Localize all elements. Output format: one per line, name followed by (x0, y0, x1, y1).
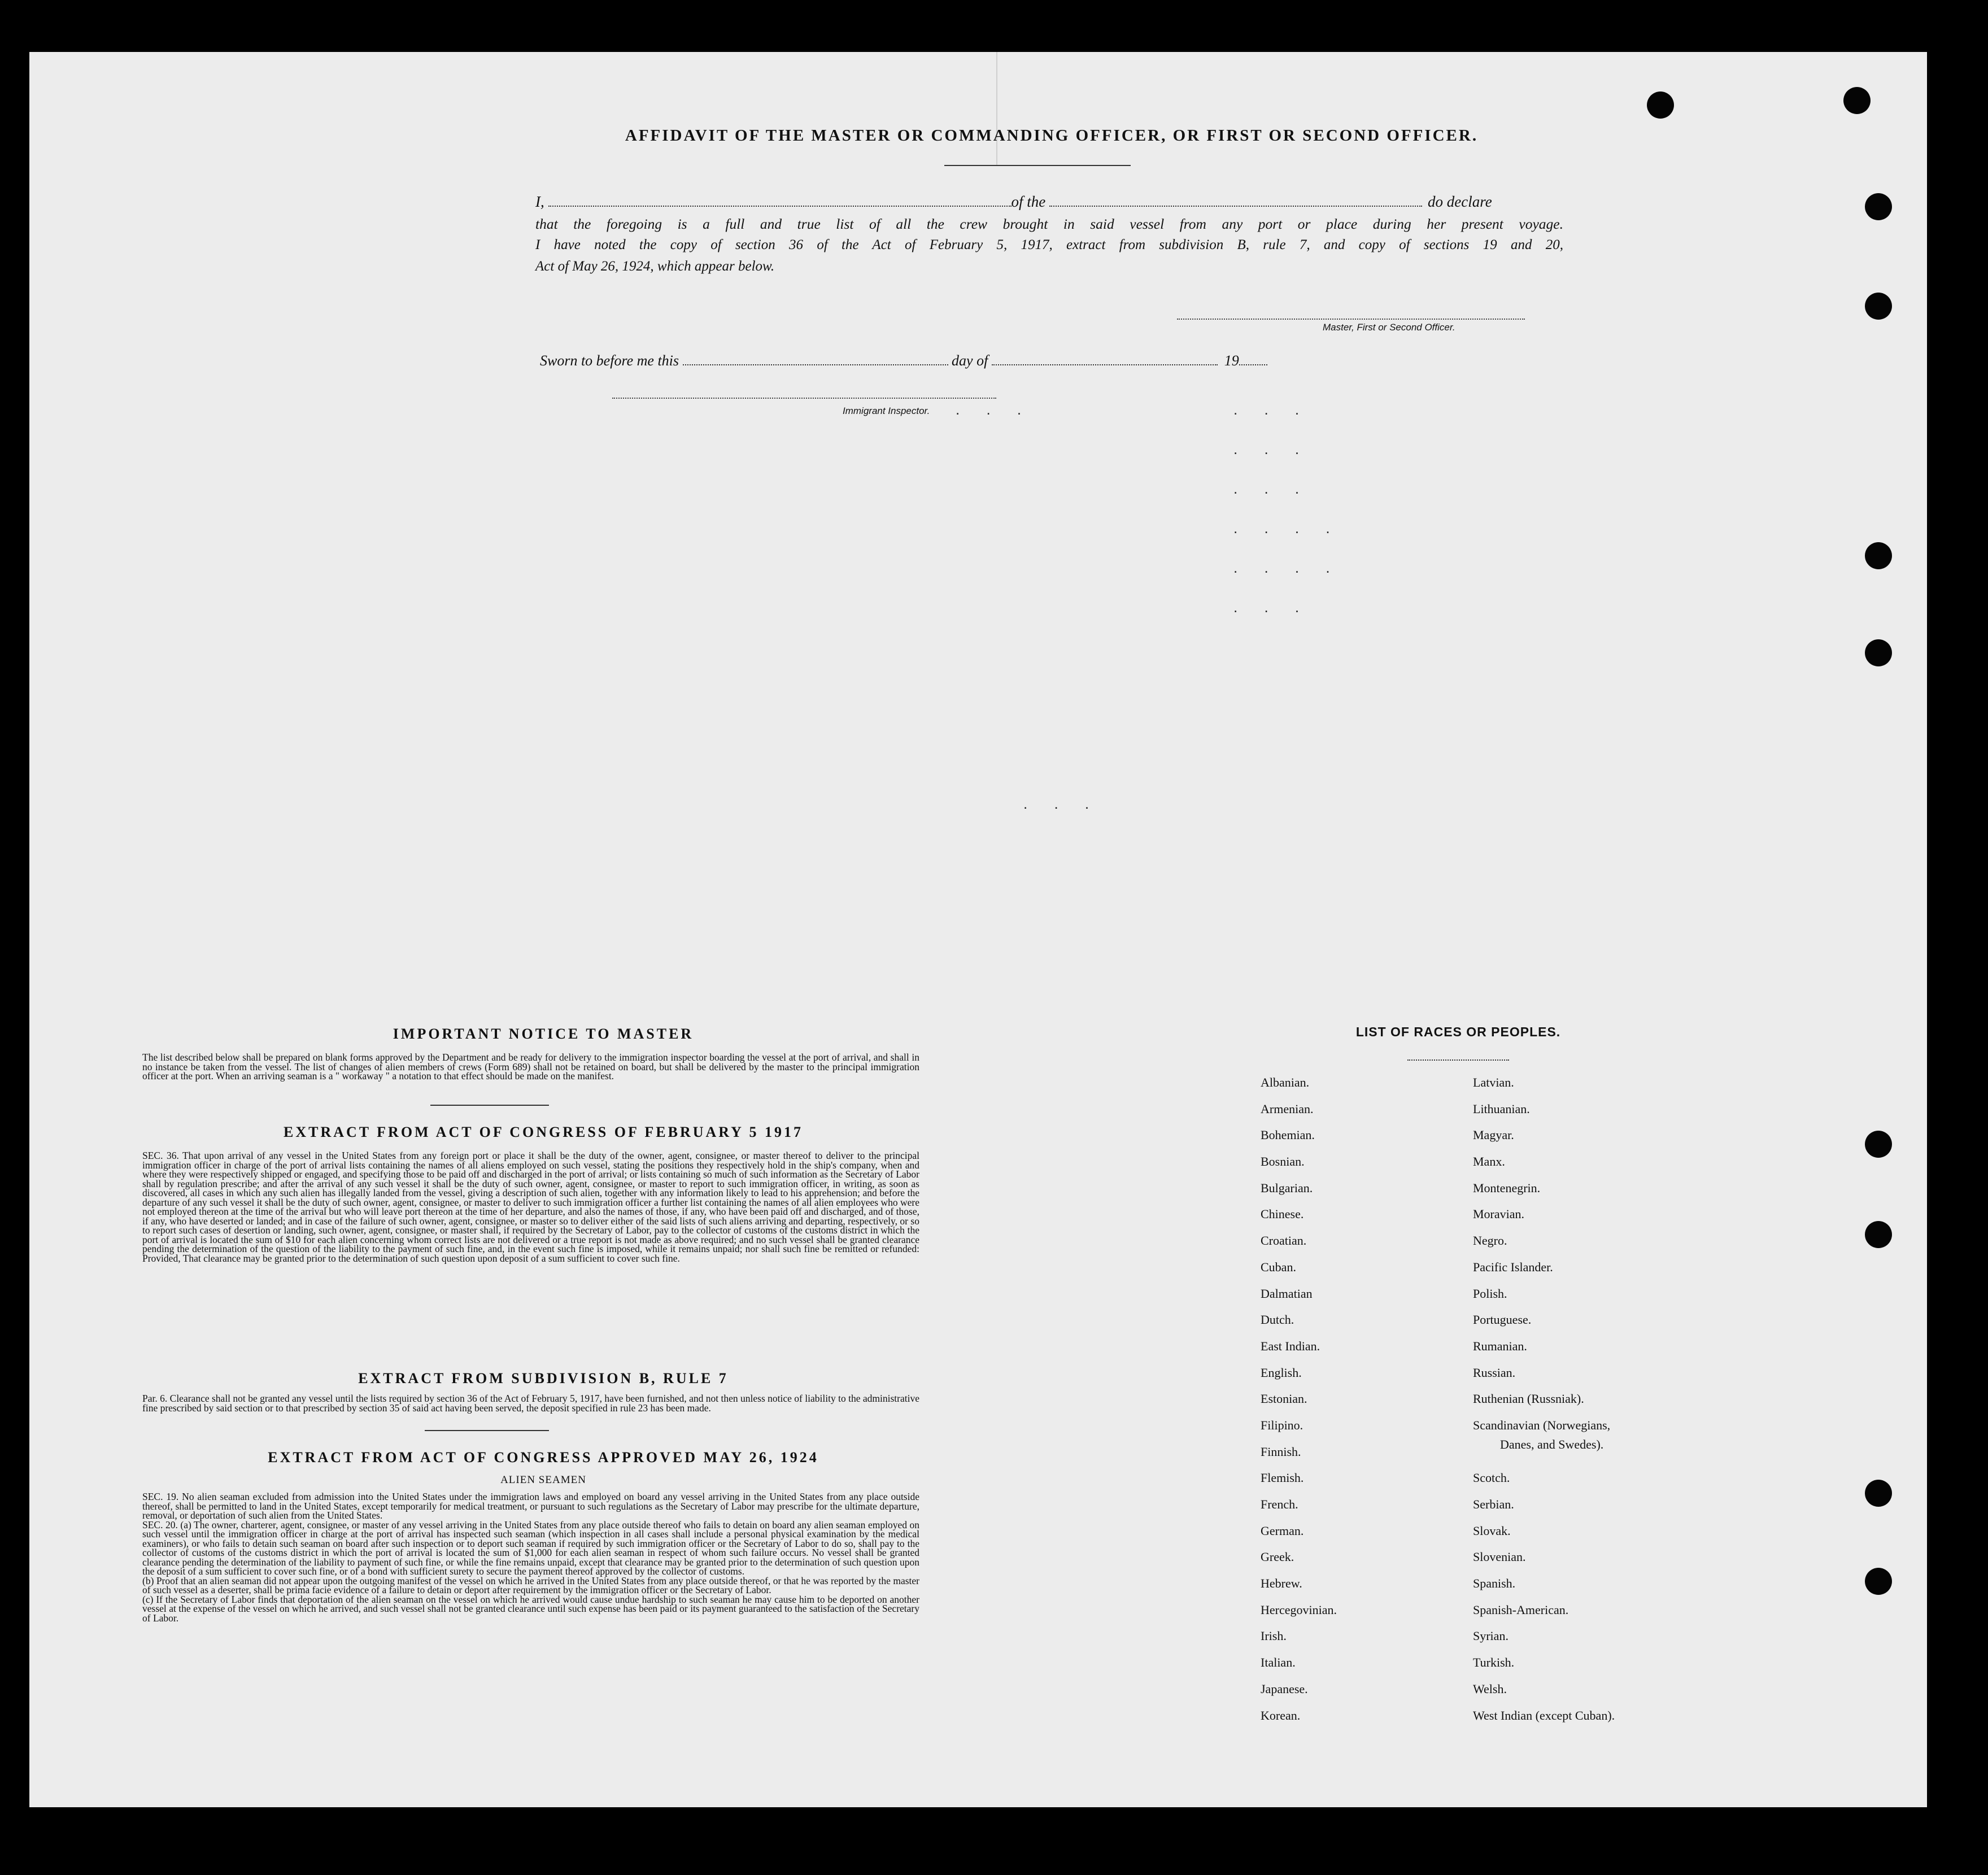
month-field[interactable] (992, 364, 1218, 365)
race-item: Dutch. (1261, 1312, 1294, 1327)
day-field[interactable] (683, 364, 948, 365)
race-item: Welsh. (1473, 1681, 1507, 1696)
race-item: English. (1261, 1365, 1302, 1380)
extract-rule7-body: Par. 6. Clearance shall not be granted any vessel until the lists required by section 36 of the Act of February 5, 1917, have been furnished, and not then unless notice of liability to the administrative fine prescribed by said section or to that prescribed by section 35 of said act having been served, the deposit specified in rule 23 has been made. (142, 1393, 919, 1414)
race-item: Albanian. (1261, 1075, 1310, 1089)
signature-label: Master, First or Second Officer. (1323, 322, 1455, 333)
affidavit-line-3: I have noted the copy of section 36 of the Act of February 5, 1917, extract from subdivision B, rule 7, and copy of sections 19 and 20, (535, 237, 1563, 252)
race-item: Turkish. (1473, 1655, 1515, 1670)
sec-19: SEC. 19. No alien seaman excluded from admission into the United States under the immigration laws and employed on board any vessel arriving in the United States from any place outside thereof, shall be permitted to land in the United States, except temporarily for medical treatment, or pursuant to such regulations as the Secretary of Labor may prescribe for the ultimate departure, removal, or deportation of such alien from the United States. (142, 1491, 919, 1521)
separator (1407, 1059, 1509, 1061)
separator (425, 1430, 549, 1431)
year-field[interactable] (1239, 364, 1267, 365)
extract-1924-subtitle: ALIEN SEAMEN (500, 1474, 586, 1486)
inspector-label: Immigrant Inspector. (843, 405, 930, 416)
scan-speckle: . . . . (1233, 520, 1341, 537)
punch-hole (1865, 293, 1892, 320)
affidavit-title: AFFIDAVIT OF THE MASTER OR COMMANDING OFFICER, OR FIRST OR SECOND OFFICER. (625, 127, 1479, 145)
extract-1924-body (142, 1492, 919, 1623)
year-label: 19 (1224, 352, 1239, 369)
fold-line (996, 52, 997, 165)
race-item: Magyar. (1473, 1128, 1514, 1143)
affidavit-line-2: that the foregoing is a full and true list of all the crew brought in said vessel from any port or place during her present voyage. (535, 216, 1563, 232)
race-item: Montenegrin. (1473, 1180, 1541, 1195)
sec-20c: (c) If the Secretary of Labor finds that deportation of the alien seaman on the vessel on which he arrived would cause undue hardship to such seaman he may cause him to be deported on another vessel at the expense of the vessel on which he arrived, and such vessel shall not be granted clearance until such expense has been paid or its payment guaranteed to the satisfaction of the Secretary of Labor. (142, 1593, 919, 1624)
race-item: Italian. (1261, 1655, 1296, 1670)
race-item: Negro. (1473, 1233, 1507, 1248)
race-item: Slovenian. (1473, 1550, 1526, 1564)
sec-20a: SEC. 20. (a) The owner, charterer, agent, consignee, or master of any vessel arriving in the United States from any place outside thereof who fails to detain on board any alien seaman employed on such vessel until the immigration officer in charge at the port of arrival has inspected such seaman (which inspection in all cases shall include a personal physical examination by the medical examiners), or who fails to detain such seaman on board after such inspection or to deport such seaman if required by such immigration officer or the Secretary of Labor to do so, shall pay to the collector of customs of the customs district in which the port of arrival is located the sum of $1,000 for each alien seaman in respect of whom such failure occurs. No vessel shall be granted clearance pending the determination of the liability to payment of such fine, or while the fine remains unpaid, except that clearance may be granted prior to the determination of such question upon the deposit of a sum sufficient to cover such fine, or of a bond with sufficient surety to secure the payment thereof approved by the collector of customs. (142, 1519, 919, 1577)
day-of-label: day of (952, 352, 988, 369)
race-item: German. (1261, 1523, 1304, 1538)
scan-speckle: . . . (1233, 441, 1311, 457)
race-item: Filipino. (1261, 1418, 1303, 1432)
races-column-1 (1261, 1074, 1430, 1733)
race-item: Syrian. (1473, 1629, 1509, 1643)
extract-1917-body: SEC. 36. That upon arrival of any vessel in the United States from any foreign port or place it shall be the duty of the owner, agent, consignee, or master thereof to deliver to the principal immigration officer in charge of the port of arrival lists containing the names of all aliens employed on such vessel, stating the positions they respectively hold in the ship's company, when and where they were respectively shipped or engaged, and specifying those to be paid off and discharged in the port of arrival; or lists containing so much of such information as the Secretary of Labor shall by regulation prescribe; and after the arrival of any such vessel it shall be the duty of such owner, agent, consignee, or master to report to such immigration officer, in writing, as soon as discovered, all cases in which any such alien has illegally landed from the vessel, giving a description of such alien, together with any information likely to lead to his apprehension; and before the departure of any such vessel it shall be the duty of such owner, agent, consignee, or master to deliver to such immigration officer a further list containing the names of all alien employees who were not employed thereon at the time of the arrival but who will leave port thereon at the time of her departure, and also the names of those, if any, who have been paid off and discharged, and of those, if any, who have deserted or landed; and in case of the failure of such owner, agent, consignee, or master so to deliver either of the said lists of such aliens arriving and departing, respectively, or so to report such cases of desertion or landing, such owner, agent, consignee, or master shall, if required by the Secretary of Labor, pay to the collector of customs of the customs district in which the port of arrival is located the sum of $10 for each alien concerning whom correct lists are not delivered or a true report is not made as above required; and no such vessel shall be granted clearance pending the determination of the question of the liability to the payment of such fine, and, in the event such fine is imposed, while it remains unpaid; nor shall such fine be remitted or refunded: Provided, That clearance may be granted prior to the determination of such question upon deposit of a sum sufficient to cover such fine. (142, 1150, 919, 1264)
document-page (29, 52, 1927, 1807)
sworn-label: Sworn to before me this (540, 352, 679, 369)
punch-hole (1865, 1480, 1892, 1507)
separator (430, 1105, 549, 1106)
of-the-label: of the (1011, 193, 1046, 210)
race-item: Scotch. (1473, 1471, 1510, 1485)
race-item: Spanish. (1473, 1576, 1516, 1591)
scan-speckle: . . . (1023, 795, 1101, 812)
affidavit-line-1 (535, 193, 1563, 211)
race-item: East Indian. (1261, 1338, 1320, 1353)
title-underline (944, 165, 1131, 166)
notice-body: The list described below shall be prepared on blank forms approved by the Department and be ready for delivery to the immigration inspector boarding the vessel at the port of arrival, and shall in no instance be taken from the vessel. The list of changes of alien members of crews (Form 689) shall not be retained on board, but shall be delivered by the master to the principal immigration officer at the port. When an arriving seaman is a " workaway " a notation to that effect should be made on the manifest. (142, 1052, 919, 1082)
race-item: Portuguese. (1473, 1312, 1532, 1327)
race-item: West Indian (except Cuban). (1473, 1708, 1615, 1723)
race-item: Armenian. (1261, 1101, 1314, 1116)
race-item: Greek. (1261, 1550, 1294, 1564)
race-item: Bohemian. (1261, 1128, 1315, 1143)
race-item: Dalmatian (1261, 1286, 1313, 1301)
punch-hole (1865, 193, 1892, 220)
race-item: French. (1261, 1497, 1298, 1511)
race-item: Russian. (1473, 1365, 1516, 1380)
punch-hole (1865, 1221, 1892, 1248)
race-item: Polish. (1473, 1286, 1507, 1301)
race-item: Korean. (1261, 1708, 1301, 1723)
punch-hole (1865, 639, 1892, 666)
extract-1924-title: EXTRACT FROM ACT OF CONGRESS APPROVED MAY 26, 1924 (268, 1449, 819, 1466)
punch-hole (1843, 87, 1871, 114)
race-item: Estonian. (1261, 1392, 1307, 1406)
affidavit-line-4: Act of May 26, 1924, which appear below. (535, 259, 775, 274)
race-item: Croatian. (1261, 1233, 1307, 1248)
affidavit-lead: I, (535, 193, 544, 210)
sworn-line (540, 352, 1387, 369)
race-item: Cuban. (1261, 1259, 1296, 1274)
signature-line[interactable] (1177, 319, 1525, 320)
punch-hole (1865, 542, 1892, 569)
race-item: Bulgarian. (1261, 1180, 1313, 1195)
extract-1917-title: EXTRACT FROM ACT OF CONGRESS OF FEBRUARY 5 1917 (284, 1124, 803, 1140)
race-item: Ruthenian (Russniak). (1473, 1392, 1584, 1406)
scan-speckle: . . . (1233, 480, 1311, 497)
race-item: Scandinavian (Norwegians, (1473, 1418, 1611, 1432)
race-item: Serbian. (1473, 1497, 1514, 1512)
punch-hole (1865, 1131, 1892, 1158)
extract-rule7-title: EXTRACT FROM SUBDIVISION B, RULE 7 (358, 1370, 729, 1386)
sec-20b: (b) Proof that an alien seaman did not appear upon the outgoing manifest of the vessel on which he arrived in the United States from any place outside thereof, or that he was reported by the master of such vessel as a deserter, shall be prima facie evidence of a failure to detain or deport after requirement by the immigration officer or the Secretary of Labor. (142, 1575, 919, 1595)
race-item: Slovak. (1473, 1523, 1511, 1538)
race-item: Japanese. (1261, 1681, 1308, 1696)
scan-speckle: . . . . (1233, 559, 1341, 576)
race-item: Flemish. (1261, 1471, 1304, 1485)
race-item: Finnish. (1261, 1444, 1301, 1459)
vessel-field[interactable] (1049, 206, 1422, 207)
race-item: Chinese. (1261, 1207, 1304, 1222)
scan-speckle: . . . (1233, 401, 1311, 418)
race-item: Irish. (1261, 1629, 1287, 1643)
race-item: Hebrew. (1261, 1576, 1302, 1591)
race-item: Spanish-American. (1473, 1602, 1569, 1617)
scan-speckle: . . . (1233, 599, 1311, 616)
races-column-2 (1473, 1074, 1699, 1733)
race-item: Manx. (1473, 1154, 1505, 1169)
inspector-signature-line[interactable] (612, 398, 996, 399)
race-item: Lithuanian. (1473, 1101, 1530, 1116)
race-item: Latvian. (1473, 1075, 1514, 1089)
race-item: Pacific Islander. (1473, 1259, 1553, 1274)
race-item: Danes, and Swedes). (1500, 1437, 1604, 1451)
scan-speckle: . . . (956, 401, 1033, 418)
race-item: Hercegovinian. (1261, 1602, 1337, 1617)
race-item: Rumanian. (1473, 1338, 1527, 1353)
notice-title: IMPORTANT NOTICE TO MASTER (393, 1026, 694, 1042)
name-field[interactable] (548, 206, 1012, 207)
races-title: LIST OF RACES OR PEOPLES. (1355, 1024, 1561, 1039)
race-item: Bosnian. (1261, 1154, 1305, 1169)
do-declare-label: do declare (1428, 193, 1492, 210)
punch-hole (1865, 1568, 1892, 1595)
punch-hole (1647, 91, 1674, 119)
race-item: Moravian. (1473, 1207, 1525, 1222)
